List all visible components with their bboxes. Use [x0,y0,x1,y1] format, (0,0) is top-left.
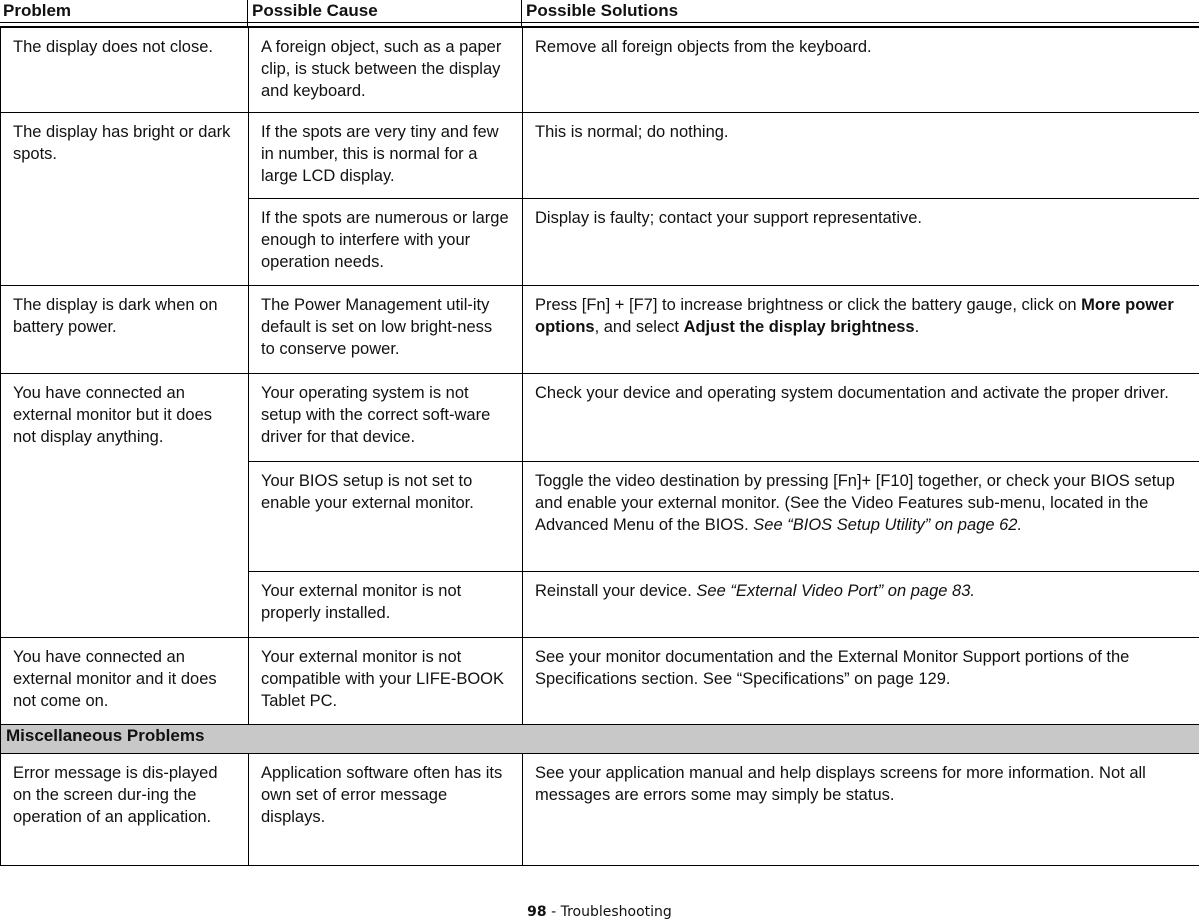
section-heading: Miscellaneous Problems [1,725,1199,754]
problem-cell: The display has bright or dark spots. [1,113,249,286]
cause-cell: Your external monitor is not properly installed. [249,572,523,638]
solution-cell: Check your device and operating system documentation and activate the proper driver. [523,374,1199,462]
solution-bold-text: More power options [535,296,1174,336]
solution-cell: Remove all foreign objects from the keyboard. [523,28,1199,113]
solution-cell [523,462,1199,572]
page-number: 98 [527,904,547,920]
table-row [1,28,1199,113]
solution-cell [523,286,1199,374]
cause-cell: If the spots are numerous or large enough to interfere with your operation needs. [249,199,523,286]
solution-text: Toggle the video destination by pressing [Fn]+ [F10] together, or check your BIOS setup and enable your external monitor. (See the Video Features sub-menu, located in the Advanced Menu of the BIOS. [535,472,1175,534]
footer-separator: - [546,904,561,920]
solution-text: Reinstall your device. [535,582,697,600]
table-header [0,0,1199,24]
header-rule-top [0,22,1199,23]
problem-cell: The display does not close. [1,28,249,113]
header-problem: Problem [3,1,72,20]
table-row [1,113,1199,199]
cause-cell: Application software often has its own set of error message displays. [249,754,523,866]
problem-cell: Error message is dis-played on the screen dur-ing the operation of an application. [1,754,249,866]
solution-cell: Display is faulty; contact your support representative. [523,199,1199,286]
cause-cell: Your BIOS setup is not set to enable your external monitor. [249,462,523,572]
problem-cell: You have connected an external monitor but it does not display anything. [1,374,249,638]
table-row [1,374,1199,462]
header-possible-solutions: Possible Solutions [526,1,679,20]
table-row [1,286,1199,374]
page-footer [0,902,1199,922]
header-divider [521,0,522,27]
solution-cell: This is normal; do nothing. [523,113,1199,199]
cause-cell: A foreign object, such as a paper clip, is stuck between the display and keyboard. [249,28,523,113]
table-row [1,754,1199,866]
footer-section: Troubleshooting [560,904,672,920]
cross-reference-text: See “BIOS Setup Utility” on page 62. [753,516,1023,534]
header-possible-cause: Possible Cause [252,1,378,20]
problem-cell: You have connected an external monitor and it does not come on. [1,638,249,725]
solution-text: , and select [594,318,684,336]
table-row [1,638,1199,725]
section-row [1,725,1199,754]
solution-cell [523,572,1199,638]
cross-reference-text: See “External Video Port” on page 83. [696,582,975,600]
cause-cell: Your operating system is not setup with the correct soft-ware driver for that device. [249,374,523,462]
solution-cell: See your application manual and help displays screens for more information. Not all messages are errors some may simply be status. [523,754,1199,866]
cause-cell: Your external monitor is not compatible with your LIFE-BOOK Tablet PC. [249,638,523,725]
solution-bold-text: Adjust the display brightness [683,318,915,336]
troubleshooting-table [0,27,1199,866]
cause-cell: The Power Management util-ity default is set on low bright-ness to conserve power. [249,286,523,374]
solution-text: Press [Fn] + [F7] to increase brightness or click the battery gauge, click on [535,296,1082,314]
header-divider [247,0,248,27]
solution-text: . [914,318,920,336]
solution-cell: See your monitor documentation and the External Monitor Support portions of the Specifications section. See “Specifications” on page 129. [523,638,1199,725]
problem-cell: The display is dark when on battery power. [1,286,249,374]
cause-cell: If the spots are very tiny and few in number, this is normal for a large LCD display. [249,113,523,199]
